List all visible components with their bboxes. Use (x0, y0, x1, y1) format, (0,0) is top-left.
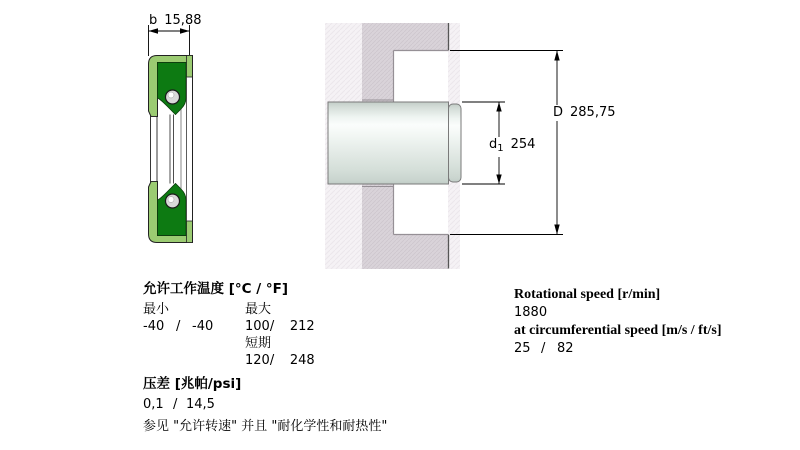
b-value: 15,88 (164, 13, 202, 28)
slash: / (269, 353, 275, 368)
seal-case-tab-top (187, 56, 193, 78)
temperature-short-term-label: 短期 (245, 336, 272, 351)
rotational-speed-header: Rotational speed [r/min] (514, 287, 661, 302)
seal-lip-bottom (158, 184, 187, 236)
temperature-max-label: 最大 (245, 302, 272, 317)
temp-max-c: 100 (245, 319, 270, 334)
lip-contact-lines (170, 115, 174, 184)
circumferential-speed-header: at circumferential speed [m/s / ft/s] (514, 323, 722, 338)
rotational-speed-value: 1880 (514, 304, 548, 320)
speed-ms: 25 (514, 340, 531, 356)
slash: / (541, 340, 546, 356)
d1-symbol: d (489, 137, 498, 152)
D-symbol: D (553, 105, 564, 120)
slash: / (176, 319, 181, 334)
pressure-section (143, 376, 241, 413)
temp-short-f: 248 (289, 353, 315, 368)
reference-footnote: 参见 "允许转速" 并且 "耐化学性和耐热性" (143, 419, 388, 434)
b-arrow-left (149, 28, 159, 33)
d1-dimension-label (487, 137, 537, 157)
temperature-min-values (143, 318, 245, 335)
pressure-values (143, 396, 241, 413)
temperature-max-values (245, 318, 315, 335)
D-dimension-label (551, 105, 618, 121)
shaft-end-chamfer (449, 104, 462, 182)
D-arrow-down (554, 225, 559, 235)
temp-max-f: 212 (289, 319, 315, 334)
temperature-short-term-values (245, 352, 315, 369)
garter-spring-top-highlight (168, 92, 174, 98)
temp-min-c: -40 (143, 319, 165, 334)
pressure-header: 压差 [兆帕/psi] (143, 376, 242, 392)
slash: / (269, 319, 275, 334)
b-dimension-label (149, 13, 201, 29)
seal-metal-insert-channel (151, 117, 158, 182)
seal-lip-top (158, 63, 187, 115)
b-symbol: b (149, 13, 158, 28)
speed-fts: 82 (557, 340, 574, 356)
temp-short-c: 120 (245, 353, 270, 368)
temperature-min-label: 最小 (143, 302, 170, 317)
d1-subscript: 1 (497, 143, 504, 154)
pressure-psi: 14,5 (186, 397, 215, 412)
d1-arrow-down (496, 175, 501, 185)
temperature-table (143, 301, 315, 369)
D-value: 285,75 (570, 105, 616, 120)
slash: / (173, 397, 178, 412)
pressure-mpa: 0,1 (143, 397, 164, 412)
d1-value: 254 (510, 137, 536, 152)
D-arrow-up (554, 51, 559, 61)
garter-spring-bottom-highlight (168, 197, 174, 203)
temp-min-f: -40 (192, 319, 214, 334)
seal-case-tab-bottom (187, 221, 193, 243)
seal-cross-section-drawing (149, 25, 193, 243)
b-arrow-right (180, 28, 190, 33)
d1-arrow-up (496, 102, 501, 112)
speed-section (514, 287, 722, 359)
shaft (328, 102, 449, 184)
temperature-header: 允许工作温度 [°C / °F] (143, 281, 288, 297)
temperature-section (143, 281, 315, 369)
circumferential-speed-values (514, 341, 722, 358)
